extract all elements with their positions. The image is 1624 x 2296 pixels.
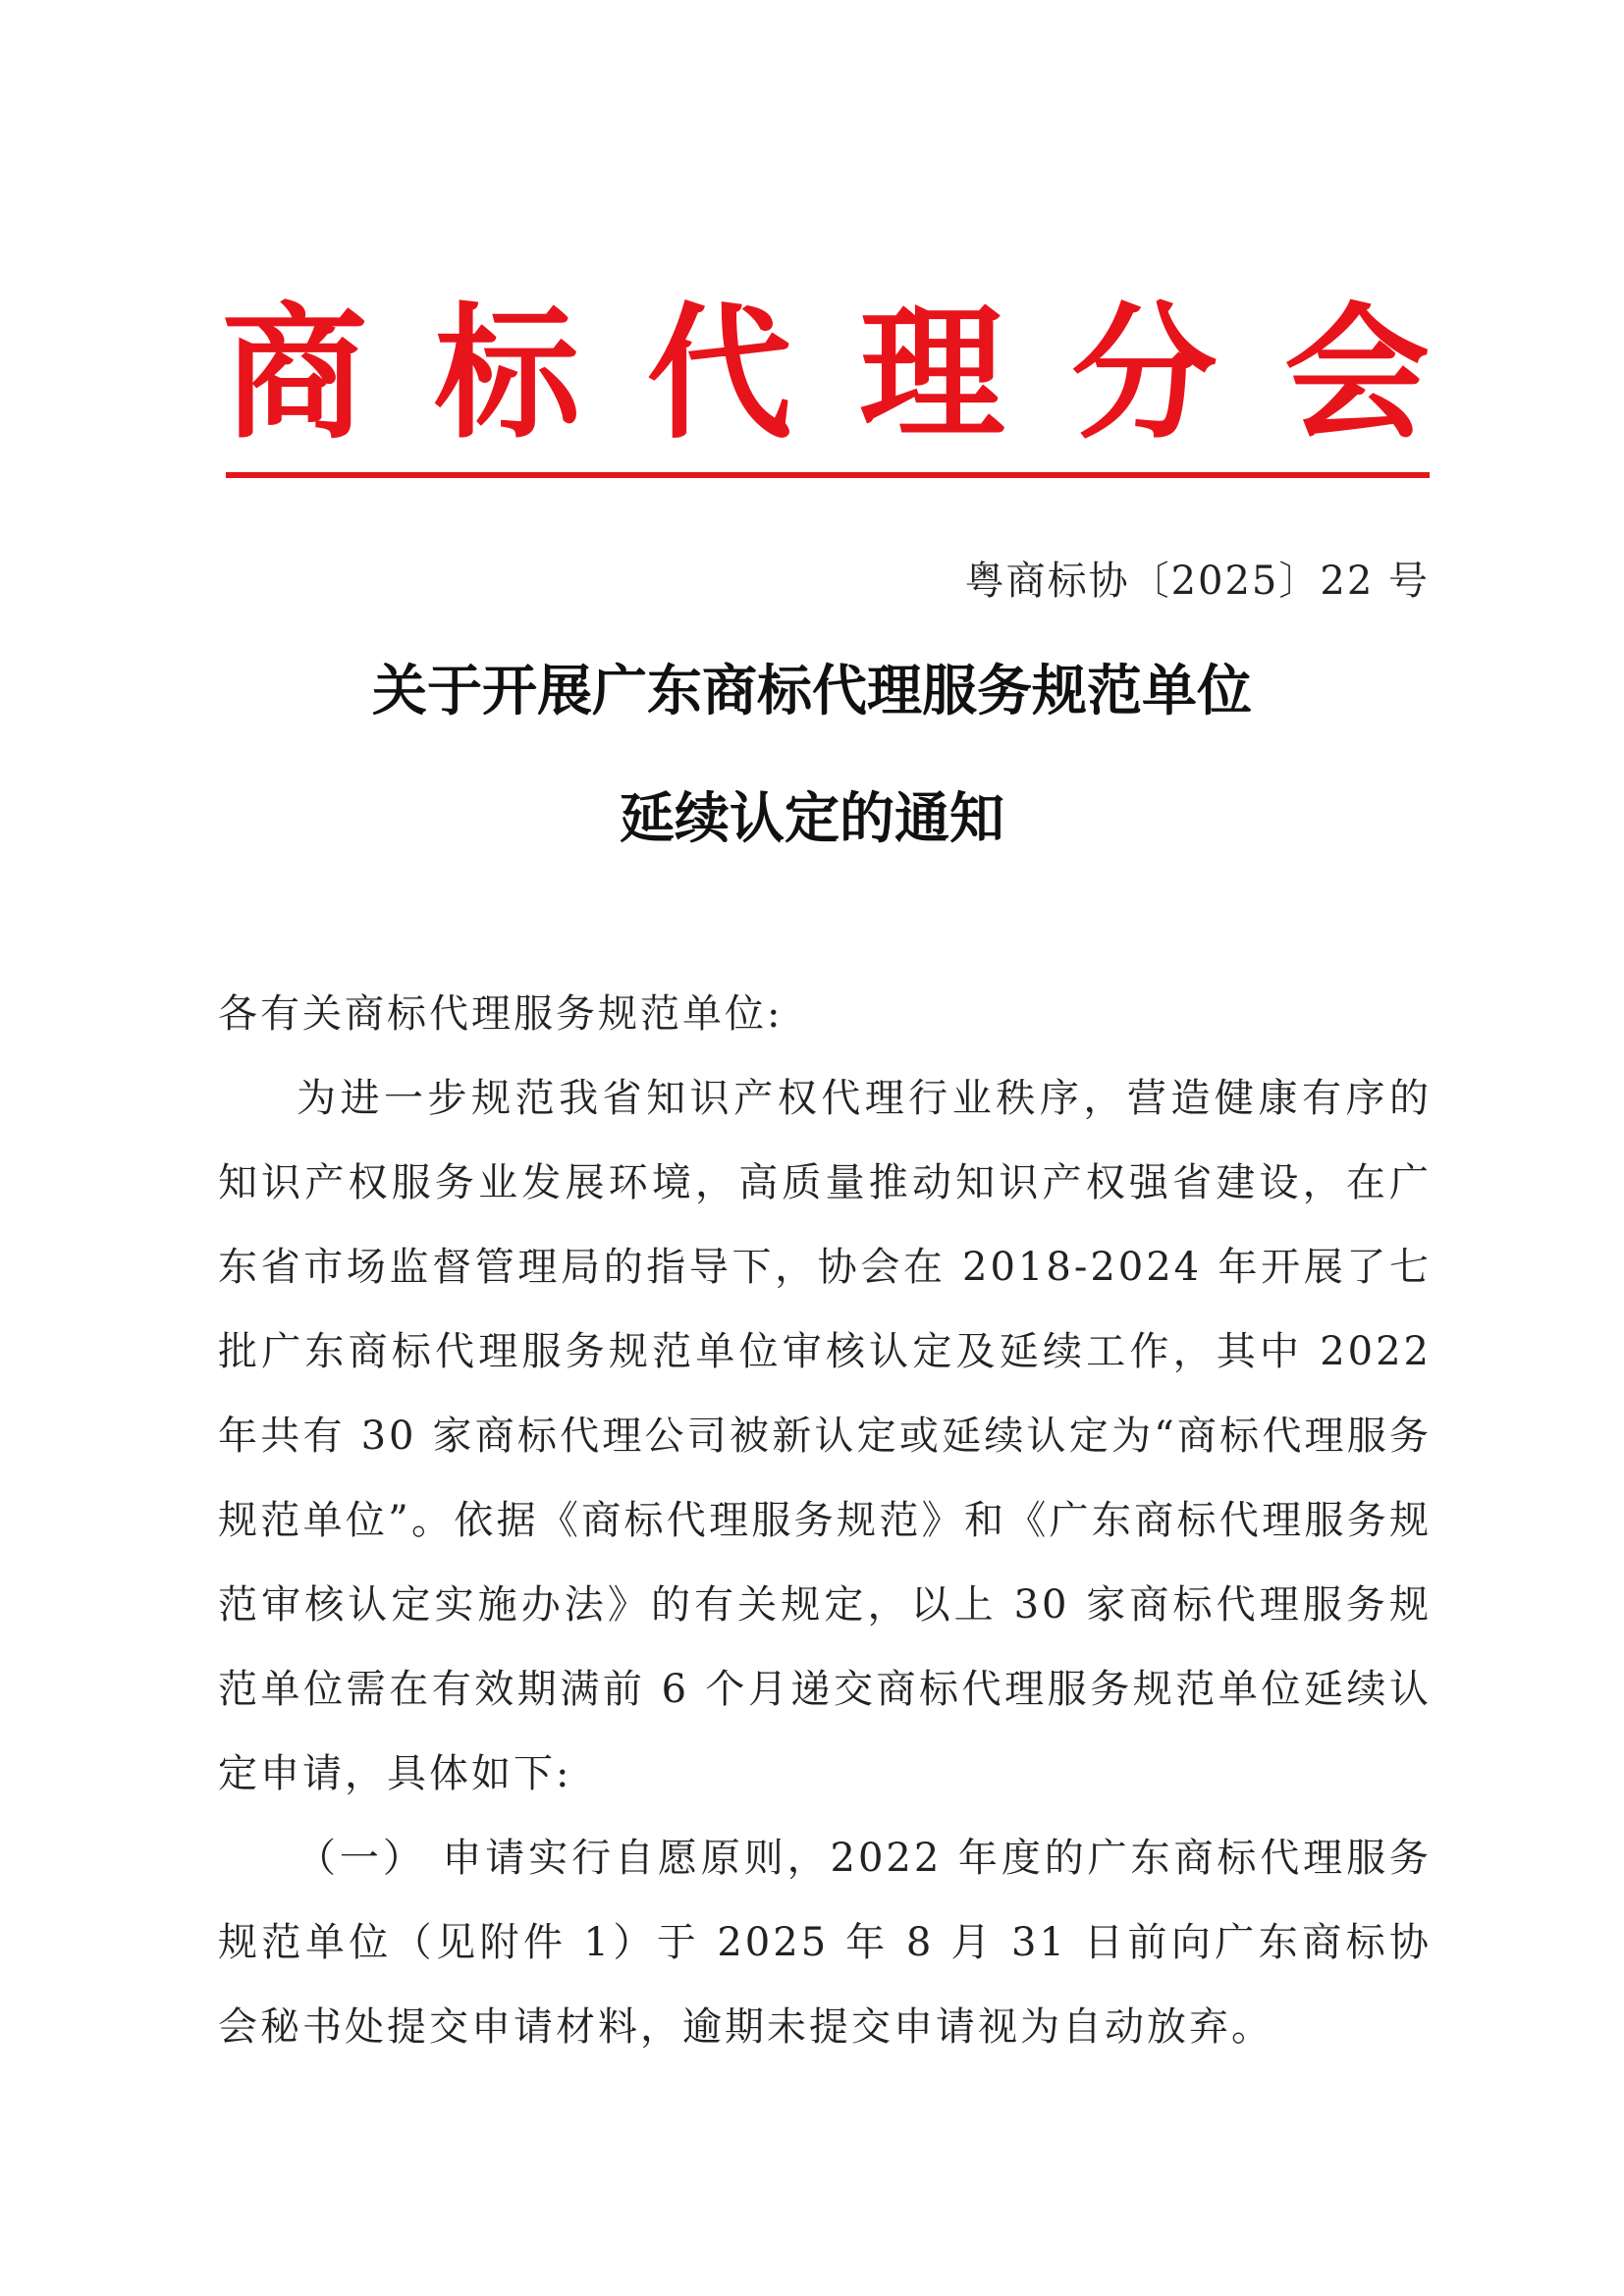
document-title-line-1: 关于开展广东商标代理服务规范单位 xyxy=(372,660,1252,723)
masthead-divider xyxy=(226,472,1430,478)
masthead-char: 代 xyxy=(646,288,792,458)
masthead-char: 标 xyxy=(434,288,580,458)
masthead-char: 分 xyxy=(1071,288,1218,458)
masthead-char: 商 xyxy=(222,288,367,458)
document-number: 粤商标协〔2025〕22 号 xyxy=(964,559,1430,604)
body-paragraph-1: 为进一步规范我省知识产权代理行业秩序，营造健康有序的知识产权服务业发展环境，高质量推动知识产权强省建设，在广东省市场监督管理局的指导下，协会在 2018-2024 年开展了七批广东商标代理服务规范单位审核认定及延续工作，其中 2022 年共有 30 家商标代理公司被新认定或延续认定为“商标代理服务规范单位”。依据《商标代理服务规范》和《广东商标代理服务规范审核认定实施办法》的有关规定，以上 30 家商标代理服务规范单位需在有效期满前 6 个月递交商标代理服务规范单位延续认定申请，具体如下: xyxy=(218,1076,1432,1796)
document-title-line-2: 延续认定的通知 xyxy=(620,787,1004,851)
document-body xyxy=(218,972,1432,2069)
masthead-char: 理 xyxy=(859,288,1005,458)
body-paragraph-2: （一） 申请实行自愿原则，2022 年度的广东商标代理服务规范单位（见附件 1）于 2025 年 8 月 31 日前向广东商标协会秘书处提交申请材料，逾期未提交申请视为自动放弃。 xyxy=(218,1836,1432,2050)
masthead-char: 会 xyxy=(1283,288,1430,458)
masthead xyxy=(222,288,1430,458)
salutation: 各有关商标代理服务规范单位: xyxy=(218,991,784,1037)
